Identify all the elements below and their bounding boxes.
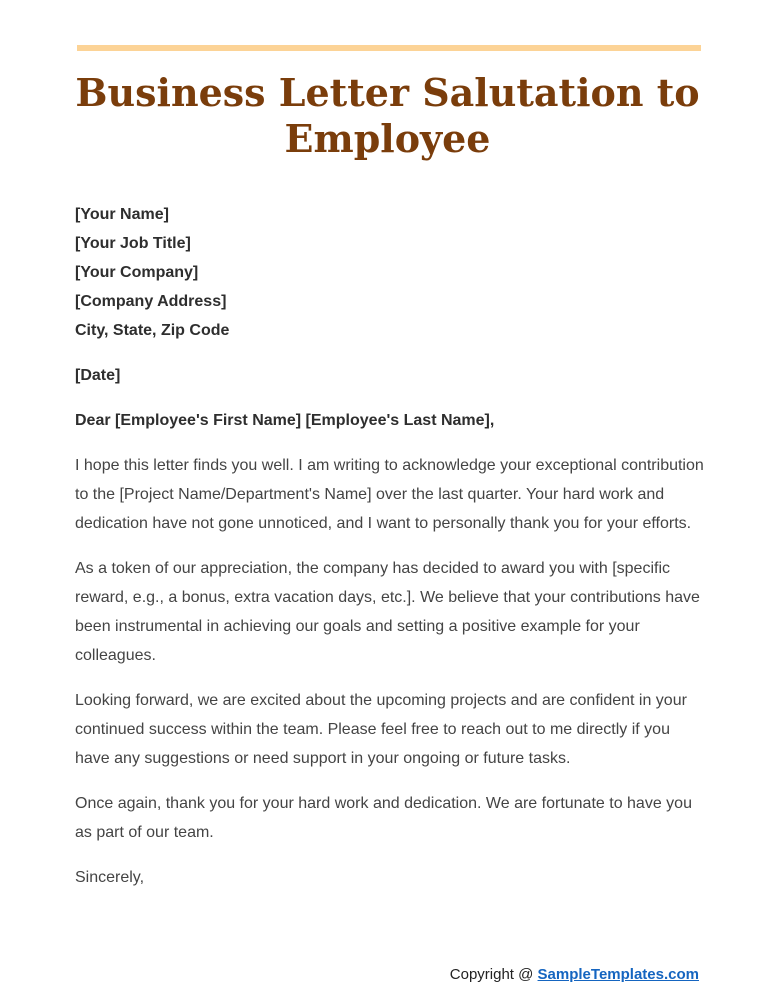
paragraph-1: I hope this letter finds you well. I am writing to acknowledge your exceptional contribution to the [Project Name/Department's Name] over the last quarter. Your hard work and dedication have not gone unnoticed, and I want to personally thank you for your efforts. [75, 457, 704, 532]
sender-name: [Your Name] [75, 206, 169, 223]
decorative-top-bar [77, 45, 701, 51]
sender-block [75, 200, 705, 345]
sender-company: [Your Company] [75, 264, 199, 281]
paragraph-3: Looking forward, we are excited about the upcoming projects and are confident in your continued success within the team. Please feel free to reach out to me directly if you have any suggestions or need support in your ongoing or future tasks. [75, 692, 687, 767]
footer-copyright [450, 966, 699, 983]
paragraph-4: Once again, thank you for your hard work and dedication. We are fortunate to have you as part of our team. [75, 795, 692, 841]
sampletemplates-link[interactable]: SampleTemplates.com [537, 966, 699, 983]
letter-closing: Sincerely, [75, 869, 145, 886]
copyright-label: Copyright @ [449, 966, 534, 983]
letter-body [75, 200, 705, 892]
letter-date: [Date] [75, 367, 121, 384]
sender-job-title: [Your Job Title] [75, 235, 191, 252]
sender-address: [Company Address] [75, 293, 227, 310]
sender-city-state-zip: City, State, Zip Code [75, 322, 230, 339]
paragraph-2: As a token of our appreciation, the company has decided to award you with [specific reward, e.g., a bonus, extra vacation days, etc.]. We believe that your contributions have been instrumental in achieving our goals and setting a positive example for your colleagues. [75, 560, 700, 664]
page-title: Business Letter Salutation to Employee [75, 70, 700, 161]
letter-salutation: Dear [Employee's First Name] [Employee's Last Name], [75, 412, 495, 429]
